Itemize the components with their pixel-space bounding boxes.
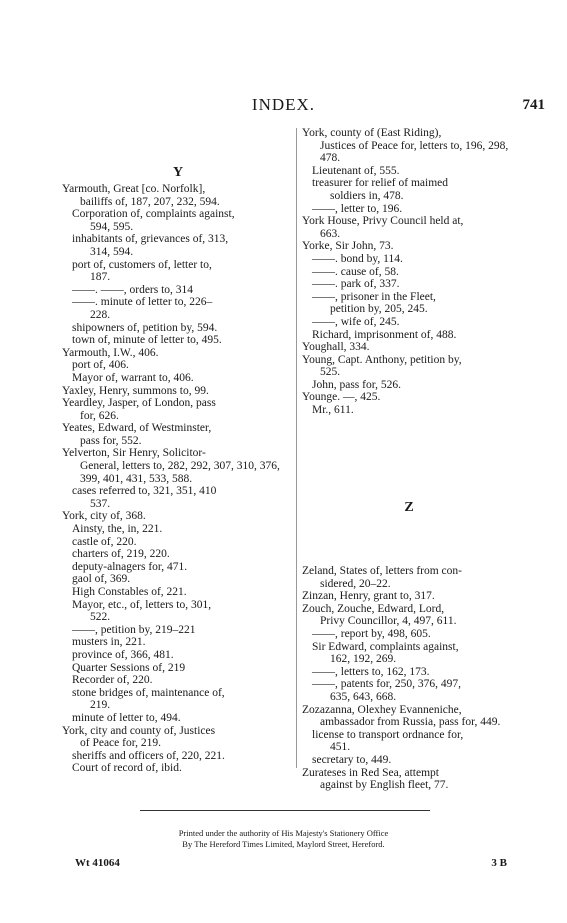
index-entry — [302, 565, 516, 590]
index-entry — [62, 624, 294, 637]
page-title: INDEX. — [251, 95, 316, 114]
index-entry — [62, 599, 294, 624]
index-entry-heading: Yeates, Edward, of Westminster, — [62, 422, 212, 435]
index-entry-heading: Zozazanna, Olexhey Evanneniche, — [302, 703, 462, 716]
index-entry — [62, 385, 294, 398]
index-entry-continuation: General, letters to, 282, 292, 307, 310, 376, 399, 401, 431, 533, 588. — [80, 460, 280, 485]
index-entry-continuation: 187. — [90, 271, 111, 284]
index-entry — [302, 341, 516, 354]
index-entry-heading: Mayor, etc., of, letters to, 301, — [72, 598, 212, 611]
index-entry-heading: Richard, imprisonment of, 488. — [312, 328, 457, 341]
index-entry — [302, 203, 516, 216]
index-entry-heading: Sir Edward, complaints against, — [312, 640, 459, 653]
index-entry — [62, 548, 294, 561]
index-entry — [62, 397, 294, 422]
index-entry — [62, 208, 294, 233]
index-entry — [302, 590, 516, 603]
index-entry — [62, 233, 294, 258]
column-rule — [296, 128, 297, 768]
index-entry — [62, 183, 294, 208]
index-entry — [302, 379, 516, 392]
index-entry — [62, 485, 294, 510]
index-entry-heading: deputy-alnagers for, 471. — [72, 560, 188, 573]
index-entry-continuation: 525. — [320, 366, 341, 379]
index-entry-heading: town of, minute of letter to, 495. — [72, 334, 222, 347]
index-entry-continuation: 162, 192, 269. — [330, 653, 397, 666]
section-letter-y: Y — [172, 165, 184, 180]
index-entry — [302, 628, 516, 641]
index-entry-heading: York, county of (East Riding), — [302, 127, 442, 139]
index-entry-heading: charters of, 219, 220. — [72, 548, 170, 561]
index-entry — [62, 662, 294, 675]
index-entry — [62, 725, 294, 750]
index-entry — [62, 259, 294, 284]
index-entry — [302, 329, 516, 342]
index-entry-heading: castle of, 220. — [72, 535, 137, 548]
index-entry-heading: Young, Capt. Anthony, petition by, — [302, 353, 462, 366]
index-entry — [302, 278, 516, 291]
signature-mark: 3 B — [491, 857, 507, 869]
section-letter-z: Z — [404, 500, 414, 515]
index-entry-heading: stone bridges of, maintenance of, — [72, 686, 225, 699]
index-entry-continuation: sidered, 20–22. — [320, 577, 391, 590]
index-entry-heading: province of, 366, 481. — [72, 648, 174, 661]
index-entry — [62, 422, 294, 447]
index-entry-heading: ——, prisoner in the Fleet, — [312, 290, 436, 303]
index-entry — [302, 316, 516, 329]
index-entry-heading: Yorke, Sir John, 73. — [302, 240, 394, 253]
index-entry-continuation: ambassador from Russia, pass for, 449. — [320, 716, 501, 729]
index-entry — [62, 296, 294, 321]
index-entry-continuation: against by English fleet, 77. — [320, 779, 449, 792]
index-entry-heading: Court of record of, ibid. — [72, 762, 182, 775]
index-entry — [62, 674, 294, 687]
index-entry-continuation: 219. — [90, 699, 111, 712]
index-entry-continuation: 228. — [90, 308, 111, 321]
index-entry — [62, 372, 294, 385]
footer-rule — [140, 810, 430, 811]
index-entry-heading: John, pass for, 526. — [312, 378, 401, 391]
index-entry — [302, 729, 516, 754]
footer-line-1: Printed under the authority of His Majesty's Stationery Office — [178, 828, 389, 838]
index-entry-heading: Mayor of, warrant to, 406. — [72, 371, 194, 384]
index-entry-heading: Ainsty, the, in, 221. — [72, 523, 163, 536]
index-entry — [302, 666, 516, 679]
index-entry-continuation: 537. — [90, 497, 111, 510]
index-entry-heading: inhabitants of, grievances of, 313, — [72, 233, 229, 246]
index-entry-continuation: 594, 595. — [90, 220, 134, 233]
index-entry-heading: York, city of, 368. — [62, 510, 146, 523]
index-entry — [302, 603, 516, 628]
index-entry-heading: minute of letter to, 494. — [72, 711, 181, 724]
index-entry-heading: Zouch, Zouche, Edward, Lord, — [302, 602, 445, 615]
index-entry-heading: Quarter Sessions of, 219 — [72, 661, 186, 674]
index-entry-heading: treasurer for relief of maimed — [312, 177, 449, 190]
index-entry-heading: York, city and county of, Justices — [62, 724, 216, 737]
index-entry-heading: ——, wife of, 245. — [312, 315, 400, 328]
right-column — [302, 127, 516, 417]
index-entry — [302, 391, 516, 404]
index-entry-continuation: bailiffs of, 187, 207, 232, 594. — [80, 195, 220, 208]
index-entry-heading: ——. minute of letter to, 226– — [72, 296, 213, 309]
index-entry — [62, 636, 294, 649]
index-entry — [302, 354, 516, 379]
index-entry — [302, 215, 516, 240]
index-entry-heading: Zurateses in Red Sea, attempt — [302, 766, 440, 779]
index-entry-heading: gaol of, 369. — [72, 573, 131, 586]
index-entry-heading: ——, patents for, 250, 376, 497, — [312, 678, 462, 691]
index-entry-heading: license to transport ordnance for, — [312, 728, 464, 741]
index-entry-heading: Yarmouth, Great [co. Norfolk], — [62, 183, 206, 195]
index-entry — [302, 754, 516, 767]
z-column — [302, 565, 516, 792]
plate-code: Wt 41064 — [75, 857, 120, 869]
index-entry-continuation: 522. — [90, 611, 111, 624]
index-entry-heading: ——. park of, 337. — [312, 278, 400, 291]
index-entry — [62, 334, 294, 347]
index-entry-heading: Corporation of, complaints against, — [72, 208, 235, 221]
index-entry-continuation: Justices of Peace for, letters to, 196, 298, 478. — [320, 139, 509, 165]
index-entry-heading: Lieutenant of, 555. — [312, 164, 400, 177]
index-entry-continuation: 663. — [320, 227, 341, 240]
index-entry — [62, 447, 294, 485]
index-entry-continuation: for, 626. — [80, 409, 119, 422]
index-entry-heading: ——. bond by, 114. — [312, 252, 403, 265]
index-entry-heading: Yarmouth, I.W., 406. — [62, 346, 159, 359]
index-entry-heading: Younge. —, 425. — [302, 391, 381, 404]
index-entry-heading: Zinzan, Henry, grant to, 317. — [302, 590, 435, 603]
index-entry — [302, 767, 516, 792]
index-entry — [62, 687, 294, 712]
left-column — [62, 183, 294, 775]
index-entry-heading: Yaxley, Henry, summons to, 99. — [62, 384, 209, 397]
index-entry — [62, 750, 294, 763]
index-entry-heading: port of, customers of, letter to, — [72, 258, 212, 271]
index-entry — [62, 573, 294, 586]
index-entry-continuation: soldiers in, 478. — [330, 189, 404, 202]
index-entry-continuation: Privy Councillor, 4, 497, 611. — [320, 615, 457, 628]
index-entry-continuation: petition by, 205, 245. — [330, 303, 428, 316]
index-entry-heading: sheriffs and officers of, 220, 221. — [72, 749, 225, 762]
index-entry-heading: Yelverton, Sir Henry, Solicitor- — [62, 447, 206, 460]
index-entry-heading: Zeland, States of, letters from con- — [302, 565, 462, 577]
index-entry — [62, 649, 294, 662]
index-entry — [302, 291, 516, 316]
index-entry-heading: shipowners of, petition by, 594. — [72, 321, 218, 334]
index-entry — [302, 266, 516, 279]
index-entry-continuation: 451. — [330, 741, 351, 754]
index-entry — [302, 704, 516, 729]
index-entry-heading: ——, letter to, 196. — [312, 202, 403, 215]
index-entry-heading: ——, letters to, 162, 173. — [312, 665, 430, 678]
index-entry — [62, 322, 294, 335]
index-entry-heading: secretary to, 449. — [312, 753, 392, 766]
index-entry — [302, 678, 516, 703]
index-entry-continuation: of Peace for, 219. — [80, 737, 161, 750]
index-entry-heading: Recorder of, 220. — [72, 674, 153, 687]
index-entry — [302, 641, 516, 666]
index-entry — [302, 127, 516, 165]
index-entry — [62, 359, 294, 372]
index-entry — [62, 523, 294, 536]
index-entry-heading: York House, Privy Council held at, — [302, 215, 464, 228]
index-entry — [302, 240, 516, 253]
index-entry-heading: ——, report by, 498, 605. — [312, 627, 431, 640]
index-entry — [62, 586, 294, 599]
index-entry — [62, 561, 294, 574]
index-entry — [62, 510, 294, 523]
index-entry-heading: port of, 406. — [72, 359, 129, 372]
index-entry — [302, 253, 516, 266]
index-entry-heading: ——. ——, orders to, 314 — [72, 283, 194, 296]
index-entry-heading: ——, petition by, 219–221 — [72, 623, 196, 636]
index-entry — [62, 712, 294, 725]
index-entry-continuation: pass for, 552. — [80, 434, 142, 447]
index-entry-heading: Youghall, 334. — [302, 341, 370, 354]
index-entry — [302, 165, 516, 178]
index-entry — [62, 284, 294, 297]
index-entry — [62, 536, 294, 549]
index-entry — [62, 762, 294, 775]
index-entry-heading: High Constables of, 221. — [72, 586, 187, 598]
page-number: 741 — [522, 97, 545, 113]
index-entry-heading: musters in, 221. — [72, 636, 146, 649]
index-entry — [302, 177, 516, 202]
index-entry-heading: Yeardley, Jasper, of London, pass — [62, 397, 216, 410]
footer-line-2: By The Hereford Times Limited, Maylord Street, Hereford. — [182, 839, 385, 849]
index-entry-heading: Mr., 611. — [312, 404, 354, 417]
index-entry-continuation: 635, 643, 668. — [330, 690, 397, 703]
index-entry-continuation: 314, 594. — [90, 245, 134, 258]
index-entry — [302, 404, 516, 417]
index-entry-heading: cases referred to, 321, 351, 410 — [72, 485, 217, 498]
index-entry — [62, 347, 294, 360]
index-entry-heading: ——. cause of, 58. — [312, 265, 399, 278]
